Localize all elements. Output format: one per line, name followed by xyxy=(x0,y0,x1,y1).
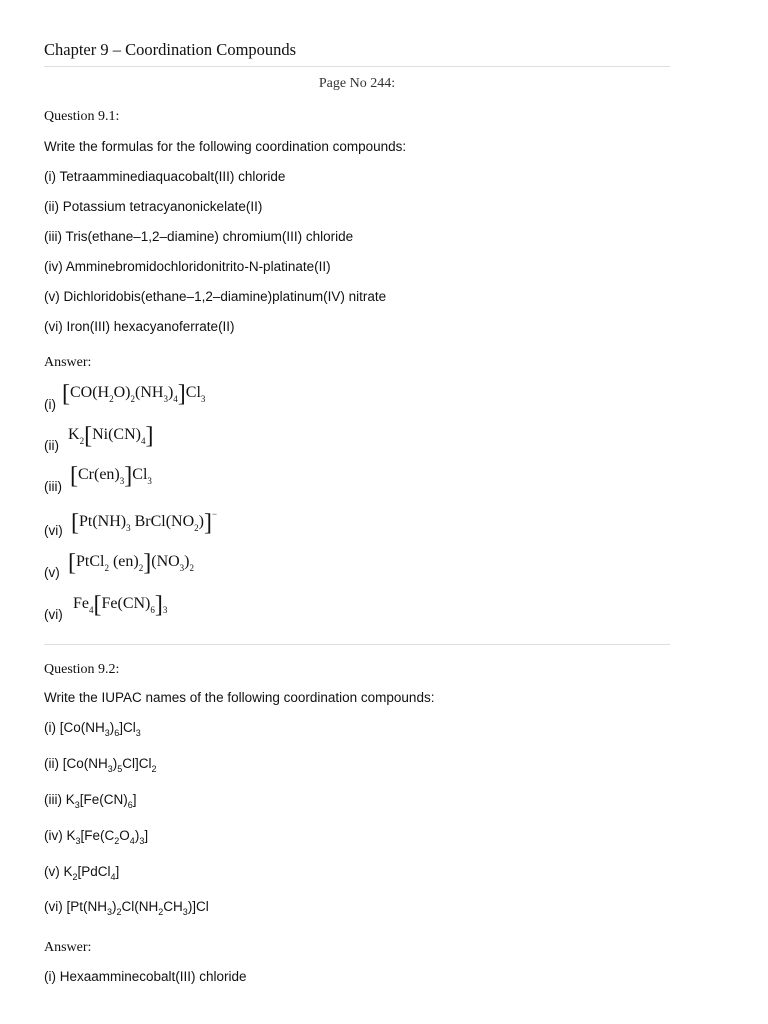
answer-9-1-heading: Answer: xyxy=(44,355,92,370)
a1-formula-1: $[CO(H_2O)_2(NH_3)_4]Cl_3$ xyxy=(62,381,206,407)
a1-formula-5: [PtCl$_2$ $(en)_2](NO_3)_2$ xyxy=(68,550,194,576)
a1-formula-2: $K_2[Ni(CN)_4]$ xyxy=(68,423,154,449)
q1-item-5: (v) Dichloridobis(ethane–1,2–diamine)platinum(IV) nitrate xyxy=(44,289,387,304)
answer-9-2-heading: Answer: xyxy=(44,940,92,955)
a1-label-1: (i) xyxy=(44,397,56,412)
q2-item-1: (i) $[Co(NH_3)_6]Cl_3$ xyxy=(44,720,141,738)
a2-item-1: (i) Hexaamminecobalt(III) chloride xyxy=(44,969,247,984)
q1-item-3: (iii) Tris(ethane–1,2–diamine) chromium(III) chloride xyxy=(44,229,354,244)
page-number: Page No 244: xyxy=(318,76,396,91)
question-9-2-prompt: Write the IUPAC names of the following coordination compounds: xyxy=(44,690,435,705)
chapter-title: Chapter 9 – Coordination Compounds xyxy=(44,40,297,59)
q2-item-5: (v) $K_2[PdCl_4]$ xyxy=(44,864,120,882)
a1-label-5: (v) xyxy=(44,565,60,580)
a1-label-6: (vi) xyxy=(44,607,63,622)
q1-item-6: (vi) Iron(III) hexacyanoferrate(II) xyxy=(44,319,235,334)
question-9-1-heading: Question 9.1: xyxy=(44,109,120,124)
a1-label-2: (ii) xyxy=(44,438,59,453)
a1-formula-3: $[Cr(en)_3]Cl_3$ xyxy=(70,463,152,489)
header-divider xyxy=(44,66,670,67)
q2-item-4: (iv) $K_3[Fe(C_2O_4)_3]$ xyxy=(44,828,149,846)
q1-item-1: (i) Tetraamminediaquacobalt(III) chloride xyxy=(44,169,286,184)
q2-item-2: (ii) $[Co(NH_3)_5Cl]Cl_2$ xyxy=(44,756,157,774)
q1-item-2: (ii) Potassium tetracyanonickelate(II) xyxy=(44,199,263,214)
a1-formula-4: [$Pt(NH)_3$ $BrCl(NO_2)]^-$ xyxy=(71,509,218,536)
question-9-2-heading: Question 9.2: xyxy=(44,662,120,677)
a1-formula-6: $Fe_4[Fe(CN)_6]_3$ xyxy=(73,592,168,618)
section-divider xyxy=(44,644,670,645)
q1-item-4: (iv) Amminebromidochloridonitrito-N-platinate(II) xyxy=(44,259,331,274)
a1-label-4: (vi) xyxy=(44,523,63,538)
question-9-1-prompt: Write the formulas for the following coordination compounds: xyxy=(44,139,407,154)
a1-label-3: (iii) xyxy=(44,479,62,494)
q2-item-6: (vi) $[Pt(NH_3)_2Cl(NH_2CH_3)]Cl$ xyxy=(44,899,209,917)
q2-item-3: (iii) $K_3[Fe(CN)_6]$ xyxy=(44,792,137,810)
